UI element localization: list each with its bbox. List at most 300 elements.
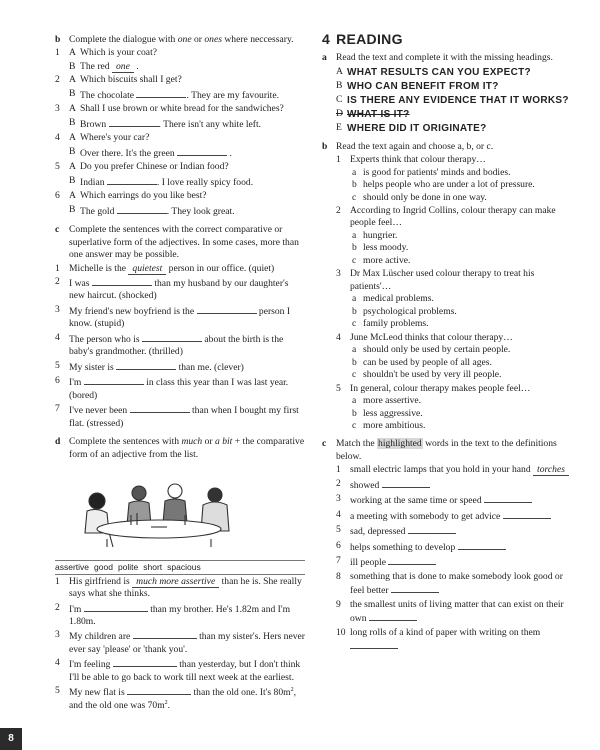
sentence-text-pre: I was — [69, 277, 92, 289]
item-number: 5 — [336, 382, 341, 394]
sentence-text-post: than he is. She really says what she thinks. — [69, 575, 302, 600]
word-option: good — [94, 561, 113, 572]
answer-option[interactable] — [336, 420, 572, 432]
answer-blank[interactable] — [391, 583, 439, 593]
option-text: should only be used by certain people. — [363, 344, 511, 356]
dialogue-text-post: . They are my favourite. — [186, 89, 279, 101]
sentence-text — [69, 304, 305, 331]
heading-list — [322, 66, 572, 135]
sentence-text — [69, 602, 305, 629]
dialogue-text: Which is your coat? — [80, 47, 157, 59]
exercise-b-instruction — [322, 141, 572, 153]
answer-option[interactable] — [336, 357, 572, 369]
dialogue-text — [80, 88, 305, 102]
answer-option[interactable] — [336, 344, 572, 356]
answer-option[interactable] — [336, 242, 572, 254]
item-number: 2 — [336, 205, 341, 216]
sentence-text-pre: I'm — [69, 377, 84, 389]
definition — [336, 627, 572, 654]
dialogue-line-a — [55, 132, 305, 144]
heading-letter: D — [336, 107, 343, 119]
heading-option — [336, 66, 572, 79]
option-text: hungrier. — [363, 229, 398, 241]
definition — [336, 493, 572, 507]
option-letter: a — [352, 293, 357, 305]
definition-text — [350, 571, 572, 598]
option-letter: b — [352, 407, 357, 419]
dialogue-text: Shall I use brown or white bread for the sandwiches? — [80, 103, 284, 115]
speaker-label: B — [69, 116, 76, 128]
sentence-text-post: than my brother. He's 1.82m and I'm 1.80m. — [69, 603, 291, 627]
dialogue-text-pre: The chocolate — [80, 89, 137, 101]
dialogue-line-b — [55, 88, 305, 102]
instruction-text: or — [202, 436, 216, 448]
option-text: helps people who are under a lot of pressure. — [363, 179, 535, 191]
gap-sentence — [55, 657, 305, 684]
speaker-label: A — [69, 161, 76, 173]
instruction-italic: ones — [204, 34, 222, 45]
instruction-italic: a bit — [215, 436, 233, 448]
example-answer: quietest — [128, 263, 166, 275]
item-number: 4 — [336, 331, 341, 343]
dialogue-text-post: . They look great. — [166, 205, 235, 217]
right-column — [322, 30, 572, 653]
instruction-text: or — [191, 34, 205, 45]
sentence-text — [69, 375, 305, 402]
definition — [336, 540, 572, 554]
definition-text — [350, 555, 572, 569]
answer-blank[interactable] — [109, 117, 159, 127]
item-number-spacer — [55, 146, 69, 160]
option-letter: b — [352, 242, 357, 254]
question-text: Dr Max Lüscher used colour therapy to treat his patients'… — [350, 268, 535, 292]
heading-option — [336, 94, 572, 107]
sentence-text-post: than the old one. It's 80m — [191, 687, 291, 699]
sentence-text-post: about the birth is the baby's grandmother. (thrilled) — [69, 333, 284, 358]
sentence-text — [69, 332, 305, 359]
exercise-d-instruction — [55, 436, 305, 461]
exercise-b-instruction — [55, 34, 305, 46]
gap-sentence — [55, 375, 305, 402]
sentence-text-post: than yesterday, but I don't think I'll be able to go back to work till next week at the earliest. — [69, 659, 301, 683]
option-letter: a — [352, 166, 357, 178]
answer-blank[interactable] — [382, 478, 430, 488]
instruction-text: Read the text and complete it with the missing headings. — [336, 52, 553, 64]
option-text: should only be done in one way. — [363, 191, 487, 203]
answer-option[interactable] — [336, 255, 572, 267]
definition-text-pre: ill people — [350, 557, 389, 569]
section-heading — [322, 30, 572, 48]
heading-letter: A — [336, 65, 343, 77]
left-column — [55, 30, 305, 712]
heading-text: WHAT RESULTS CAN YOU EXPECT? — [347, 66, 531, 78]
speaker-label: B — [69, 203, 76, 215]
item-number: 6 — [55, 190, 60, 202]
definition — [336, 478, 572, 492]
dialogue-line-a — [55, 190, 305, 202]
item-number: 6 — [55, 375, 60, 387]
answer-option[interactable] — [336, 318, 572, 330]
sentence-text-post: person in our office. (quiet) — [166, 262, 275, 274]
option-text: is good for patients' minds and bodies. — [363, 166, 511, 178]
gap-sentence — [55, 685, 305, 712]
definition-text — [350, 478, 572, 492]
sentence-list — [55, 576, 305, 713]
exercise-c-instruction — [322, 438, 572, 463]
speaker-label: A — [69, 132, 76, 144]
option-text: more ambitious. — [363, 419, 426, 431]
answer-option[interactable] — [336, 293, 572, 305]
exercise-a-instruction — [322, 52, 572, 64]
heading-text: WHAT IS IT? — [347, 108, 410, 120]
sentence-text-post: than me. (clever) — [176, 361, 244, 373]
option-letter: c — [352, 419, 357, 431]
superscript: 2 — [290, 687, 294, 694]
dialogue-text: Where's your car? — [80, 132, 150, 144]
dialogue-text-post: . I love really spicy food. — [156, 176, 254, 188]
heading-text: WHO CAN BENEFIT FROM IT? — [347, 80, 499, 92]
speaker-label: B — [69, 145, 76, 157]
answer-option[interactable] — [336, 167, 572, 179]
gap-sentence — [55, 276, 305, 303]
dialogue-text-pre: The gold — [80, 205, 117, 217]
answer-option[interactable] — [336, 230, 572, 242]
item-number: 7 — [336, 555, 341, 567]
exercise-letter: a — [322, 52, 327, 64]
definition-text — [350, 524, 572, 538]
sentence-text — [69, 360, 305, 374]
item-number: 8 — [336, 570, 341, 582]
definition — [336, 464, 572, 476]
sentence-text-post: than my sister's. Hers never ever say 'please' or 'thank you'. — [69, 631, 305, 655]
heading-letter: B — [336, 79, 343, 91]
instruction-text: Match the — [336, 438, 378, 450]
dialogue-text-pre: Indian — [80, 176, 107, 188]
sentence-text-pre: My new flat is — [69, 687, 128, 699]
item-number: 1 — [55, 575, 60, 587]
item-number-spacer — [55, 117, 69, 131]
answer-blank[interactable] — [177, 146, 227, 156]
word-option: short — [143, 561, 163, 572]
item-number: 5 — [336, 524, 341, 536]
option-text: can be used by people of all ages. — [363, 356, 492, 368]
item-number: 1 — [336, 464, 341, 476]
answer-blank[interactable] — [197, 304, 257, 314]
item-number: 3 — [55, 103, 60, 115]
section-number: 4 — [322, 31, 331, 47]
definition-text-pre: a meeting with somebody to get advice — [350, 510, 503, 522]
item-number: 2 — [336, 477, 341, 489]
sentence-text-post: . — [167, 699, 171, 711]
sentence-text-post: than when I bought my first flat. (stressed) — [69, 405, 299, 429]
question-text: June McLeod thinks that colour therapy… — [350, 331, 513, 343]
option-letter: b — [352, 179, 357, 191]
answer-blank[interactable] — [92, 276, 152, 286]
option-text: medical problems. — [363, 293, 434, 305]
dialogue-text — [80, 61, 305, 73]
instruction-text: where neccessary. — [221, 34, 294, 45]
question — [336, 268, 572, 293]
sentence-text-pre: I'm — [69, 603, 84, 615]
dialogue-line-b — [55, 175, 305, 189]
question-text: Experts think that colour therapy… — [350, 154, 486, 166]
option-letter: c — [352, 191, 357, 203]
answer-blank[interactable] — [130, 403, 190, 413]
instruction-text: Complete the sentences with — [69, 436, 182, 448]
sentence-text — [69, 576, 305, 601]
dialogue-text: Which earrings do you like best? — [80, 190, 207, 202]
definition-text — [350, 540, 572, 554]
speaker-label: A — [69, 103, 76, 115]
answer-blank[interactable] — [142, 332, 202, 342]
dialogue-line-b — [55, 204, 305, 218]
heading-option — [336, 80, 572, 93]
dialogue-text-post: . — [227, 147, 232, 159]
answer-option[interactable] — [336, 306, 572, 318]
instruction-text: words in the text to the definitions below. — [336, 438, 557, 462]
dialogue-list — [55, 47, 305, 218]
gap-sentence — [55, 304, 305, 331]
example-answer: much more assertive — [132, 576, 219, 588]
option-letter: a — [352, 344, 357, 356]
dialogue-text-post: . There isn't any white left. — [158, 118, 262, 130]
dialogue-text — [80, 204, 305, 218]
dialogue-text — [80, 117, 305, 131]
item-number: 5 — [55, 161, 60, 173]
item-number: 2 — [55, 74, 60, 86]
speaker-label: B — [69, 174, 76, 186]
answer-blank[interactable] — [84, 375, 144, 385]
item-number: 2 — [55, 275, 60, 287]
sentence-text-post: in class this year than I was last year. (bored) — [69, 377, 289, 401]
item-number: 3 — [55, 629, 60, 641]
sentence-text-pre: My friend's new boyfriend is the — [69, 305, 197, 317]
sentence-text-pre: Michelle is the — [69, 262, 129, 274]
dialogue-text-pre: The red — [80, 60, 112, 72]
example-answer: one — [112, 61, 134, 73]
answer-option[interactable] — [336, 179, 572, 191]
item-number: 4 — [55, 132, 60, 144]
item-number: 4 — [336, 508, 341, 520]
heading-letter: E — [336, 121, 342, 133]
sentence-text-pre: My sister is — [69, 361, 117, 373]
section-title: READING — [336, 31, 403, 47]
answer-option[interactable] — [336, 369, 572, 381]
instruction-text: Read the text again and choose a, b, or c. — [336, 140, 494, 152]
option-text: psychological problems. — [363, 305, 457, 317]
item-number: 1 — [55, 47, 60, 59]
gap-sentence — [55, 629, 305, 656]
dialogue-text-pre: Over there. It's the green — [80, 147, 178, 159]
answer-blank[interactable] — [503, 509, 551, 519]
option-text: less aggressive. — [363, 407, 423, 419]
gap-sentence — [55, 403, 305, 430]
dialogue-line-b — [55, 146, 305, 160]
option-letter: a — [352, 229, 357, 241]
item-number: 4 — [55, 657, 60, 669]
definition — [336, 555, 572, 569]
sentence-text-post: , and the old one was 70m — [69, 687, 297, 711]
item-number: 5 — [55, 359, 60, 371]
option-letter: c — [352, 369, 357, 381]
definition-text — [350, 509, 572, 523]
heading-option — [336, 108, 572, 121]
highlighted-word: highlighted — [378, 438, 422, 450]
heading-option — [336, 122, 572, 135]
heading-text: IS THERE ANY EVIDENCE THAT IT WORKS? — [347, 94, 569, 106]
answer-option[interactable] — [336, 395, 572, 407]
instruction-italic: one — [177, 34, 192, 45]
answer-blank[interactable] — [127, 685, 191, 695]
item-number: 6 — [336, 539, 341, 551]
answer-option[interactable] — [336, 192, 572, 204]
definition-text-pre: long rolls of a kind of paper with writing on them — [350, 626, 541, 638]
dinner-illustration — [67, 467, 247, 547]
definition-text-pre: showed — [350, 479, 382, 491]
gap-sentence — [55, 263, 305, 275]
instruction-text: + the comparative form of an adjective from the list. — [69, 436, 305, 460]
item-number: 1 — [336, 154, 341, 166]
dialogue-line-a — [55, 47, 305, 59]
gap-sentence — [55, 602, 305, 629]
example-answer: torches — [533, 464, 569, 476]
word-option: polite — [117, 561, 139, 572]
sentence-text-pre: I'm feeling — [69, 659, 113, 671]
sentence-text — [69, 685, 305, 712]
dialogue-text: Do you prefer Chinese or Indian food? — [80, 161, 229, 173]
definition-text — [350, 599, 572, 626]
item-number-spacer — [55, 61, 69, 73]
answer-blank[interactable] — [484, 493, 532, 503]
answer-blank[interactable] — [458, 540, 506, 550]
definition-list — [322, 464, 572, 653]
exercise-letter: b — [322, 140, 328, 152]
answer-blank[interactable] — [116, 360, 176, 370]
speaker-label: B — [69, 60, 76, 72]
exercise-letter: c — [322, 438, 327, 450]
dialogue-text — [80, 146, 305, 160]
dialogue-text — [80, 175, 305, 189]
answer-blank[interactable] — [117, 204, 167, 214]
question-text: In general, colour therapy makes people feel… — [350, 382, 531, 394]
definition — [336, 509, 572, 523]
answer-blank[interactable] — [388, 555, 436, 565]
sentence-text-pre: His girlfriend is — [69, 575, 133, 587]
gap-sentence — [55, 360, 305, 374]
sentence-text — [69, 403, 305, 430]
answer-blank[interactable] — [136, 88, 186, 98]
answer-blank[interactable] — [408, 524, 456, 534]
answer-blank[interactable] — [133, 629, 197, 639]
item-number: 1 — [55, 262, 60, 274]
answer-blank[interactable] — [113, 657, 177, 667]
question-list — [322, 154, 572, 432]
item-number: 2 — [55, 601, 60, 613]
speaker-label: A — [69, 47, 76, 59]
item-number-spacer — [55, 204, 69, 218]
definition-text — [350, 464, 572, 476]
dialogue-line-a — [55, 74, 305, 86]
superscript: 2 — [164, 699, 168, 706]
item-number-spacer — [55, 88, 69, 102]
instruction-italic: much — [181, 436, 203, 448]
option-text: more assertive. — [363, 395, 422, 407]
definition-text-pre: something that is done to make somebody look good or feel better — [350, 570, 563, 597]
sentence-text-post: person I know. (stupid) — [69, 305, 291, 330]
dialogue-line-b — [55, 61, 305, 73]
item-number: 3 — [336, 493, 341, 505]
question — [336, 205, 572, 230]
option-letter: c — [352, 318, 357, 330]
question — [336, 154, 572, 166]
dialogue-line-b — [55, 117, 305, 131]
option-text: shouldn't be used by very ill people. — [363, 369, 502, 381]
heading-text: WHERE DID IT ORIGINATE? — [347, 122, 487, 134]
definition — [336, 599, 572, 626]
sentence-text-pre: My children are — [69, 631, 133, 643]
option-letter: b — [352, 305, 357, 317]
speaker-label: A — [69, 74, 76, 86]
answer-blank[interactable] — [84, 602, 148, 612]
item-number: 3 — [336, 268, 341, 280]
item-number: 5 — [55, 685, 60, 697]
sentence-text-pre: I've never been — [69, 405, 130, 417]
item-number: 4 — [55, 331, 60, 343]
sentence-text-post: than my husband by our daughter's new haircut. (shocked) — [69, 277, 289, 302]
sentence-text — [69, 629, 305, 656]
dialogue-line-a — [55, 103, 305, 115]
question — [336, 332, 572, 344]
exercise-letter: d — [55, 436, 61, 448]
definition-text-pre: small electric lamps that you hold in your hand — [350, 464, 534, 476]
gap-sentence — [55, 332, 305, 359]
definition-text-pre: working at the same time or speed — [350, 495, 485, 507]
item-number: 9 — [336, 598, 341, 610]
instruction-text: Complete the sentences with the correct comparative or superlative form of the adjectives. In some cases, more than one answer may be possible. — [69, 224, 299, 261]
option-text: less moody. — [363, 242, 409, 254]
option-letter: b — [352, 356, 357, 368]
exercise-c-instruction — [55, 224, 305, 261]
definition-text — [350, 493, 572, 507]
item-number: 7 — [55, 403, 60, 415]
dialogue-text-pre: Brown — [80, 118, 109, 130]
sentence-text — [69, 263, 305, 275]
definition-text — [350, 627, 572, 654]
exercise-letter: b — [55, 34, 61, 45]
dialogue-text: Which biscuits shall I get? — [80, 74, 182, 86]
word-option: spacious — [167, 561, 201, 572]
item-number: 3 — [55, 303, 60, 315]
speaker-label: A — [69, 190, 76, 202]
definition — [336, 571, 572, 598]
dialogue-line-a — [55, 161, 305, 173]
answer-blank[interactable] — [107, 175, 157, 185]
answer-blank[interactable] — [350, 639, 398, 649]
instruction-text: Complete the dialogue with — [69, 34, 178, 45]
option-letter: a — [352, 395, 357, 407]
definition-text-pre: helps something to develop — [350, 541, 458, 553]
speaker-label: B — [69, 87, 76, 99]
sentence-list — [55, 263, 305, 431]
option-text: more active. — [363, 254, 411, 266]
exercise-letter: c — [55, 224, 60, 236]
gap-sentence — [55, 576, 305, 601]
sentence-text — [69, 657, 305, 684]
answer-option[interactable] — [336, 408, 572, 420]
answer-blank[interactable] — [369, 611, 417, 621]
dialogue-text-post: . — [133, 60, 139, 72]
heading-letter: C — [336, 93, 343, 105]
